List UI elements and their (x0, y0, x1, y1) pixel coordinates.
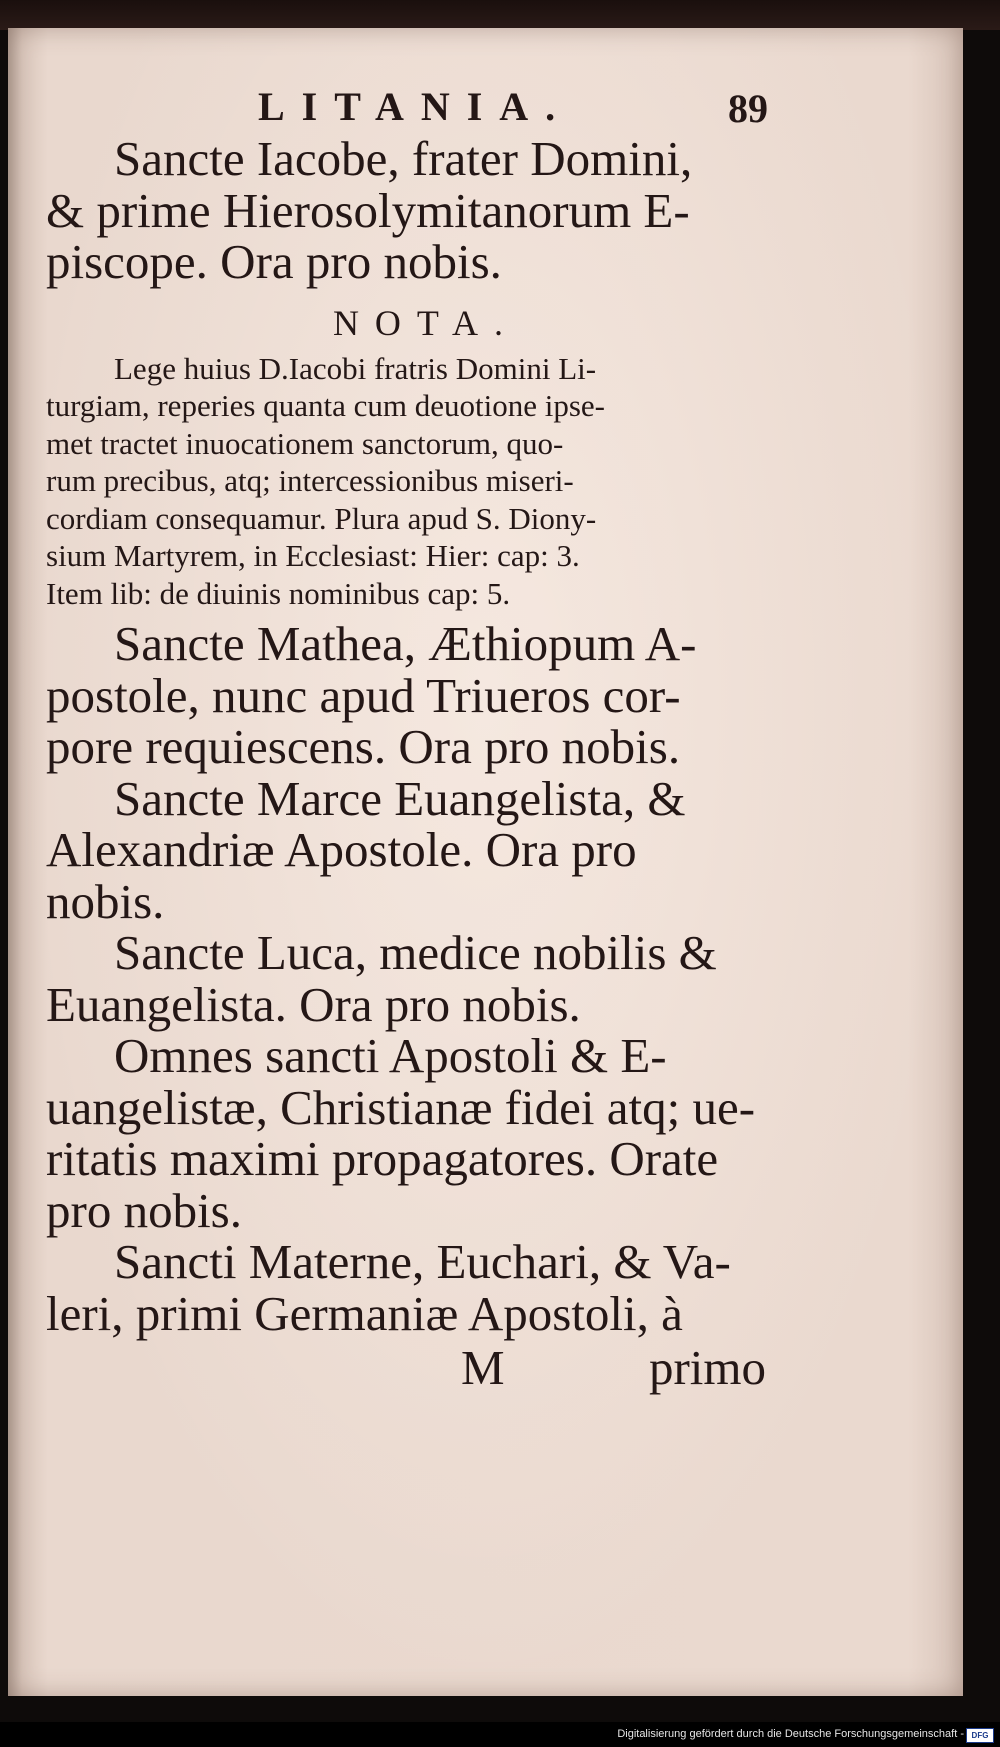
litany-entry-luca (46, 927, 766, 1030)
litany-entry-materne (46, 1236, 766, 1339)
text-line: ritatis maximi propagatores. Orate (46, 1131, 719, 1186)
text-line: Omnes sancti Apostoli & E- (114, 1028, 667, 1083)
nota-heading: NOTA. (332, 302, 520, 343)
litany-entry-apostoli (46, 1030, 766, 1236)
text-line: Sancte Luca, medice nobilis & (114, 925, 717, 980)
text-line: & prime Hierosolymitanorum E- (46, 182, 690, 238)
text-line: Sancte Marce Euangelista, & (114, 770, 686, 826)
text-line: leri, primi Germaniæ Apostoli, à (46, 1285, 683, 1341)
text-line: pro nobis. (46, 1182, 242, 1238)
text-line: Sancte Mathea, Æthiopum A- (114, 616, 697, 671)
text-line: Alexandriæ Apostole. Ora pro (46, 822, 637, 877)
dfg-logo-icon: DFG (966, 1728, 994, 1743)
note-line: sium Martyrem, in Ecclesiast: Hier: cap: 3. (46, 538, 580, 573)
nota-body (46, 350, 766, 613)
signature-mark: M (461, 1340, 505, 1395)
litany-entry-iacobe (46, 133, 766, 288)
running-head (46, 83, 766, 133)
page-number: 89 (728, 86, 768, 131)
note-line: turgiam, reperies quanta cum deuotione ipse- (46, 388, 605, 423)
note-line: met tractet inuocationem sanctorum, quo- (46, 425, 564, 461)
catchword: primo (648, 1340, 766, 1395)
text-line: uangelistæ, Christianæ fidei atq; ue- (46, 1079, 756, 1135)
text-line: nobis. (46, 873, 165, 929)
text-line: Euangelista. Ora pro nobis. (46, 976, 581, 1032)
digitization-footer (0, 1722, 1000, 1747)
litany-entry-marce (46, 770, 766, 929)
funding-notice: Digitalisierung gefördert durch die Deutsche Forschungsgemeinschaft - (617, 1728, 964, 1740)
litany-entry-mathea (46, 618, 766, 773)
page-text-area (46, 83, 768, 1395)
running-title: LITANIA. (258, 84, 573, 129)
text-line: postole, nunc apud Triueros cor- (46, 667, 681, 723)
text-line: pore requiescens. Ora pro nobis. (46, 719, 681, 774)
scan-edge-top (0, 0, 1000, 30)
text-line: Sancti Materne, Euchari, & Va- (114, 1234, 731, 1289)
book-page (8, 28, 963, 1696)
catchword-row (46, 1339, 766, 1395)
note-line: cordiam consequamur. Plura apud S. Diony- (46, 500, 597, 536)
note-line: rum precibus, atq; intercessionibus miseri- (46, 463, 574, 498)
note-line: Item lib: de diuinis nominibus cap: 5. (46, 575, 511, 611)
text-line: Sancte Iacobe, frater Domini, (114, 131, 693, 186)
note-line: Lege huius D.Iacobi fratris Domini Li- (114, 350, 597, 386)
text-line: piscope. Ora pro nobis. (46, 234, 502, 289)
